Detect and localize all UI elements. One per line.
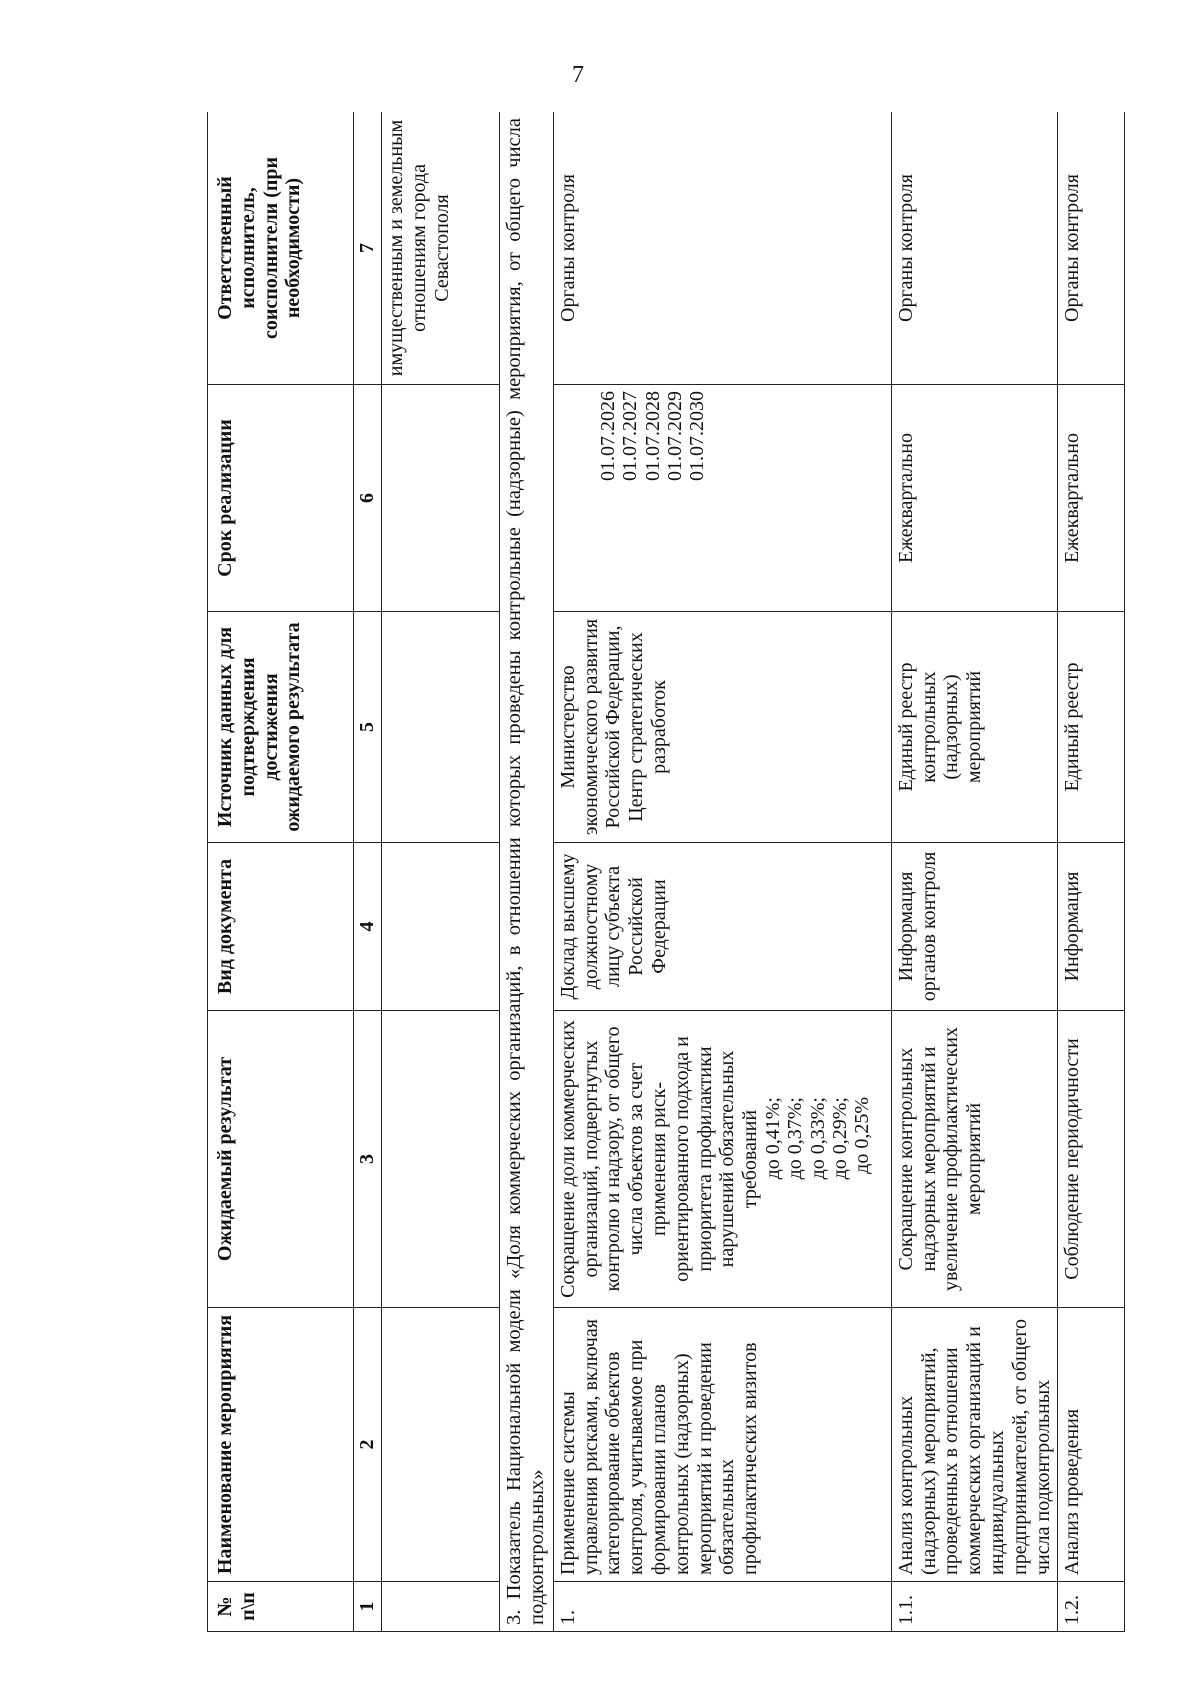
section-title: 3. Показатель Национальной модели «Доля коммерческих организаций, в отношении которых проведены контрольные (надзорные) мероприятия, от общего числа подконтрольных» bbox=[500, 112, 554, 1632]
header-cell-number: № п\п bbox=[208, 1582, 354, 1632]
target-value: до 0,25% bbox=[851, 1097, 874, 1174]
row-term bbox=[553, 385, 891, 612]
header-cell-name: Наименование мероприятия bbox=[208, 1308, 354, 1582]
column-number: 4 bbox=[354, 843, 382, 1011]
row-result-text: Сокращение доли коммерческих организаций, подвергнутых контролю и надзору, от общего числа объектов за счет применения риск-ориентированного подхода и приоритета профилактики нарушений обязательных требований bbox=[556, 1020, 762, 1298]
rotated-page-content bbox=[207, 112, 1125, 1632]
row-document: Доклад высшему должностному лицу субъекта Российской Федерации bbox=[553, 843, 891, 1011]
row-name: Анализ проведения bbox=[1058, 1308, 1125, 1582]
header-row bbox=[208, 112, 354, 1632]
section-header-row bbox=[500, 112, 554, 1632]
row-term-dates bbox=[597, 391, 709, 605]
target-value: до 0,37%; bbox=[784, 1097, 807, 1180]
row-responsible: Органы контроля bbox=[1058, 112, 1125, 385]
header-cell-term: Срок реализации bbox=[208, 385, 354, 612]
column-number-row bbox=[354, 112, 382, 1632]
target-value: до 0,33%; bbox=[806, 1097, 829, 1180]
header-cell-document: Вид документа bbox=[208, 843, 354, 1011]
row-term: Ежеквартально bbox=[891, 385, 1058, 612]
row-responsible: Органы контроля bbox=[553, 112, 891, 385]
target-value: до 0,41%; bbox=[761, 1097, 784, 1180]
header-cell-responsible: Ответственный исполнитель, соисполнители (при необходимости) bbox=[208, 112, 354, 385]
row-responsible: Органы контроля bbox=[891, 112, 1058, 385]
target-value: до 0,29%; bbox=[829, 1097, 852, 1180]
row-name: Анализ контрольных (надзорных) мероприятий, проведенных в отношении коммерческих организаций и индивидуальных предпринимателей, от общего числа подконтрольных bbox=[891, 1308, 1058, 1582]
carry-over-responsible: имущественным и земельным отношениям города Севастополя bbox=[382, 112, 500, 385]
row-number: 1.1. bbox=[891, 1582, 1058, 1632]
term-date: 01.07.2026 bbox=[596, 391, 619, 481]
row-name: Применение системы управления рисками, включая категорирование объектов контроля, учитываемое при формировании планов контрольных (надзорных) мероприятий и проведении обязательных профилактических визитов bbox=[553, 1308, 891, 1582]
table-row bbox=[1058, 112, 1125, 1632]
document-table-area bbox=[207, 112, 1125, 1632]
row-result: Соблюдение периодичности bbox=[1058, 1011, 1125, 1308]
column-number: 1 bbox=[354, 1582, 382, 1632]
term-date: 01.07.2028 bbox=[641, 391, 664, 481]
row-document: Информация органов контроля bbox=[891, 843, 1058, 1011]
column-number: 7 bbox=[354, 112, 382, 385]
column-number: 5 bbox=[354, 612, 382, 843]
term-date: 01.07.2030 bbox=[686, 391, 709, 481]
row-result bbox=[553, 1011, 891, 1308]
row-document: Информация bbox=[1058, 843, 1125, 1011]
row-result-targets bbox=[762, 1017, 874, 1301]
row-source: Министерство экономического развития Российской Федерации, Центр стратегических разработок bbox=[553, 612, 891, 843]
action-plan-table bbox=[207, 112, 1125, 1632]
row-result: Сокращение контрольных надзорных мероприятий и увеличение профилактических мероприятий bbox=[891, 1011, 1058, 1308]
row-term: Ежеквартально bbox=[1058, 385, 1125, 612]
row-number: 1. bbox=[553, 1582, 891, 1632]
carry-over-row bbox=[382, 112, 500, 1632]
page-number: 7 bbox=[572, 62, 584, 88]
header-cell-source: Источник данных для подтверждения достижения ожидаемого результата bbox=[208, 612, 354, 843]
column-number: 6 bbox=[354, 385, 382, 612]
row-source: Единый реестр bbox=[1058, 612, 1125, 843]
row-number: 1.2. bbox=[1058, 1582, 1125, 1632]
term-date: 01.07.2029 bbox=[663, 391, 686, 481]
table-row bbox=[891, 112, 1058, 1632]
row-source: Единый реестр контрольных (надзорных) мероприятий bbox=[891, 612, 1058, 843]
column-number: 3 bbox=[354, 1011, 382, 1308]
table-row bbox=[553, 112, 891, 1632]
column-number: 2 bbox=[354, 1308, 382, 1582]
term-date: 01.07.2027 bbox=[619, 391, 642, 481]
header-cell-result: Ожидаемый результат bbox=[208, 1011, 354, 1308]
